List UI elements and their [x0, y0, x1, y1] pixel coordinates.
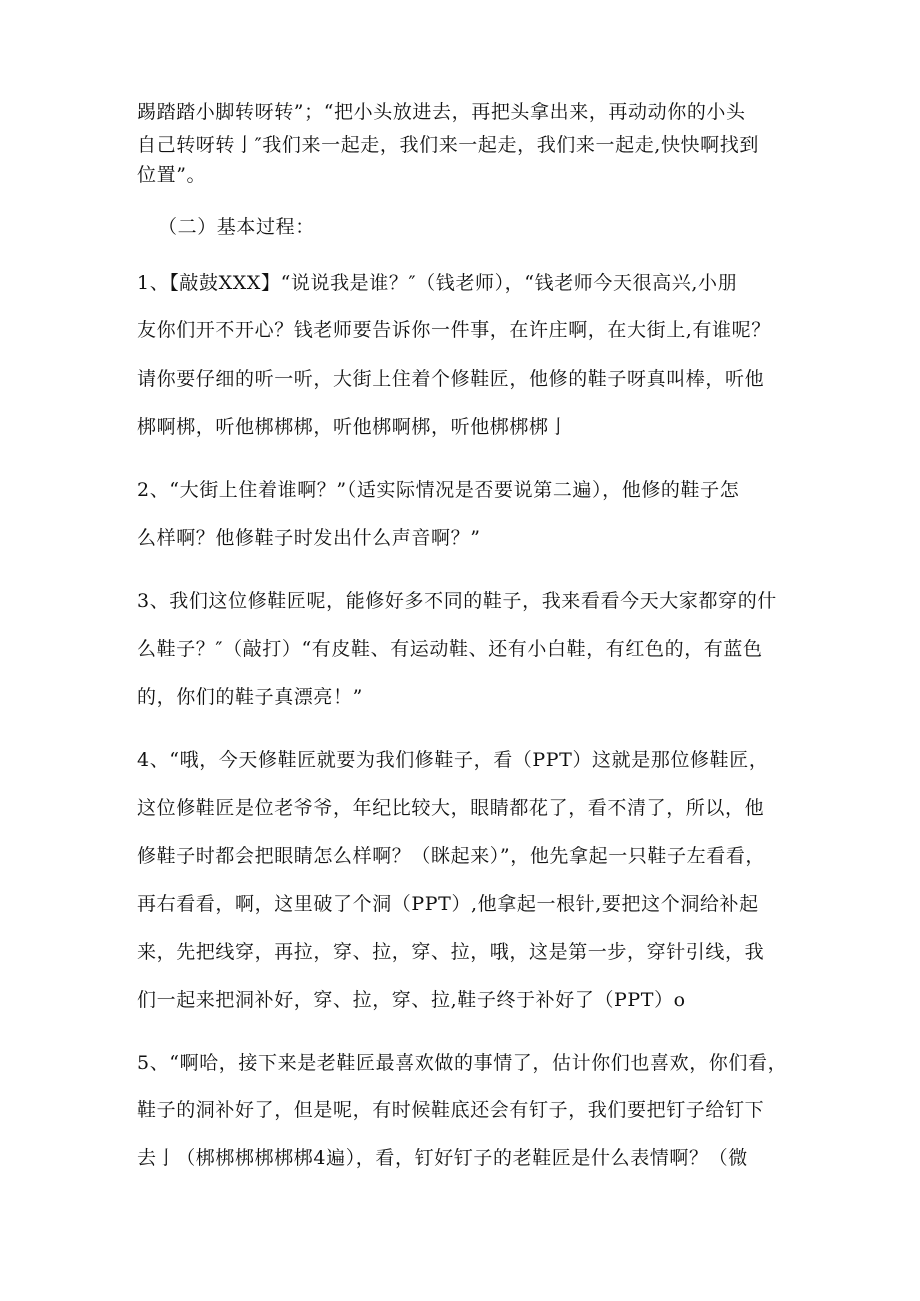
paragraph-1-line-4: 梆啊梆，听他梆梆梆，听他梆啊梆，听他梆梆梆亅 — [137, 416, 569, 438]
paragraph-2-line-2: 么样啊？他修鞋子时发出什么声音啊？” — [137, 527, 481, 549]
paragraph-5-line-2: 鞋子的洞补好了，但是呢，有时候鞋底还会有钉子，我们要把钉子给钉下 — [137, 1099, 765, 1121]
paragraph-1-line-3: 请你要仔细的听一听，大街上住着个修鞋匠，他修的鞋子呀真叫棒，听他 — [137, 368, 765, 390]
intro-line-3: 位置”。 — [137, 164, 207, 186]
paragraph-3-line-1: 3、我们这位修鞋匠呢，能修好多不同的鞋子，我来看看今天大家都穿的什 — [137, 590, 777, 612]
intro-line-1: 踢踏踏小脚转呀转”；“把小头放进去，再把头拿出来，再动动你的小头 — [137, 101, 746, 123]
section-heading: （二）基本过程： — [158, 216, 315, 238]
paragraph-5-line-1: 5、“啊哈，接下来是老鞋匠最喜欢做的事情了，估计你们也喜欢，你们看， — [137, 1052, 788, 1074]
paragraph-1-line-2: 友你们开不开心？钱老师要告诉你一件事，在许庄啊，在大街上,有谁呢？ — [137, 319, 771, 341]
paragraph-4-line-4: 再右看看，啊，这里破了个洞（PPT）,他拿起一根针,要把这个洞给补起 — [137, 893, 759, 915]
paragraph-3-line-2: 么鞋子？″（敲打）“有皮鞋、有运动鞋、还有小白鞋，有红色的，有蓝色 — [137, 638, 763, 660]
paragraph-4-line-2: 这位修鞋匠是位老爷爷，年纪比较大，眼睛都花了，看不清了，所以，他 — [137, 797, 765, 819]
paragraph-4-line-5: 来，先把线穿，再拉，穿、拉，穿、拉，哦，这是第一步，穿针引线，我 — [137, 941, 765, 963]
paragraph-5-line-3: 去亅（梆梆梆梆梆梆4遍），看，钉好钉子的老鞋匠是什么表情啊？（微 — [137, 1147, 748, 1169]
paragraph-1-line-1: 1、【敲鼓XXX】“说说我是谁？″（钱老师），“钱老师今天很高兴,小朋 — [137, 272, 738, 294]
paragraph-4-line-3: 修鞋子时都会把眼睛怎么样啊？（眯起来）”，他先拿起一只鞋子左看看， — [137, 845, 766, 867]
paragraph-4-line-6: 们一起来把洞补好，穿、拉，穿、拉,鞋子终于补好了（PPT）o — [137, 989, 686, 1011]
paragraph-3-line-3: 的，你们的鞋子真漂亮！” — [137, 686, 363, 708]
intro-line-2: 自己转呀转亅″我们来一起走，我们来一起走，我们来一起走,快快啊找到 — [137, 134, 759, 156]
paragraph-4-line-1: 4、“哦，今天修鞋匠就要为我们修鞋子，看（PPT）这就是那位修鞋匠， — [137, 749, 769, 771]
paragraph-2-line-1: 2、“大街上住着谁啊？”（适实际情况是否要说第二遍），他修的鞋子怎 — [137, 479, 740, 501]
